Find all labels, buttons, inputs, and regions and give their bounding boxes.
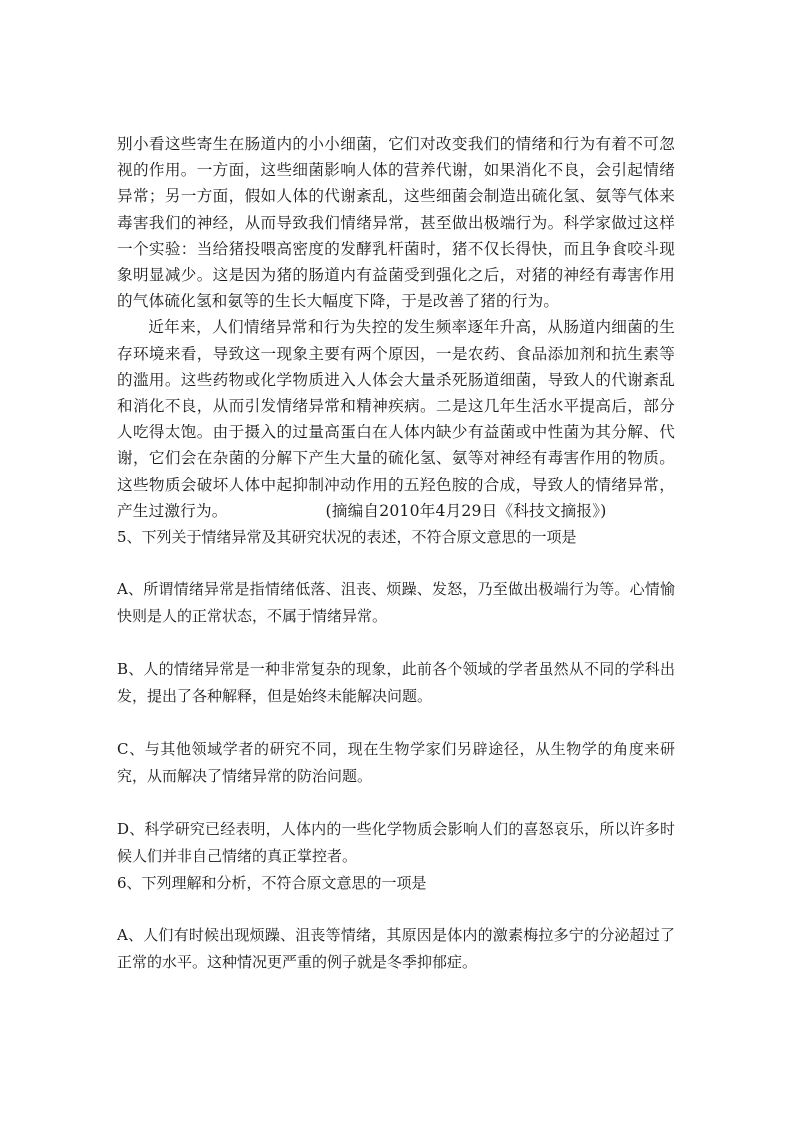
article-paragraph-2 — [117, 314, 675, 524]
article-paragraph-2-text: 近年来，人们情绪异常和行为失控的发生频率逐年升高，从肠道内细菌的生存环境来看，导致这一现象主要有两个原因，一是农药、食品添加剂和抗生素等的滥用。这些药物或化学物质进入人体会大量杀死肠道细菌，导致人的代谢紊乱和消化不良，从而引发情绪异常和精神疾病。二是这几年生活水平提高后，部分人吃得太饱。由于摄入的过量高蛋白在人体内缺少有益菌或中性菌为其分解、代谢，它们会在杂菌的分解下产生大量的硫化氢、氨等对神经有毒害作用的物质。这些物质会破坏人体中起抑制冲动作用的五羟色胺的合成，导致人的情绪异常，产生过激行为。 — [117, 318, 675, 520]
article-source: (摘编自2010年4月29日《科技文摘报》) — [325, 501, 607, 520]
question-6-stem: 6、下列理解和分析，不符合原文意思的一项是 — [117, 874, 427, 893]
document-content — [117, 131, 675, 976]
question-5-stem: 5、下列关于情绪异常及其研究状况的表述，不符合原文意思的一项是 — [117, 528, 577, 547]
question-5-option-a: A、所谓情绪异常是指情绪低落、沮丧、烦躁、发怒，乃至做出极端行为等。心情愉快则是人的正常状态，不属于情绪异常。 — [117, 580, 675, 626]
question-5-option-d: D、科学研究已经表明，人体内的一些化学物质会影响人们的喜怒哀乐，所以许多时候人们并非自己情绪的真正掌控者。 — [117, 820, 675, 866]
question-6-option-a: A、人们有时候出现烦躁、沮丧等情绪，其原因是体内的激素梅拉多宁的分泌超过了正常的水平。这种情况更严重的例子就是冬季抑郁症。 — [117, 926, 675, 972]
question-5-option-b: B、人的情绪异常是一种非常复杂的现象，此前各个领域的学者虽然从不同的学科出发，提出了各种解释，但是始终未能解决问题。 — [117, 660, 675, 706]
question-5-option-c: C、与其他领域学者的研究不同，现在生物学家们另辟途径，从生物学的角度来研究，从而解决了情绪异常的防治问题。 — [117, 740, 675, 786]
article-paragraph-1: 别小看这些寄生在肠道内的小小细菌，它们对改变我们的情绪和行为有着不可忽视的作用。一方面，这些细菌影响人体的营养代谢，如果消化不良，会引起情绪异常；另一方面，假如人体的代谢紊乱，这些细菌会制造出硫化氢、氨等气体来毒害我们的神经，从而导致我们情绪异常，甚至做出极端行为。科学家做过这样一个实验：当给猪投喂高密度的发酵乳杆菌时，猪不仅长得快，而且争食咬斗现象明显减少。这是因为猪的肠道内有益菌受到强化之后，对猪的神经有毒害作用的气体硫化氢和氨等的生长大幅度下降，于是改善了猪的行为。 — [117, 135, 675, 311]
